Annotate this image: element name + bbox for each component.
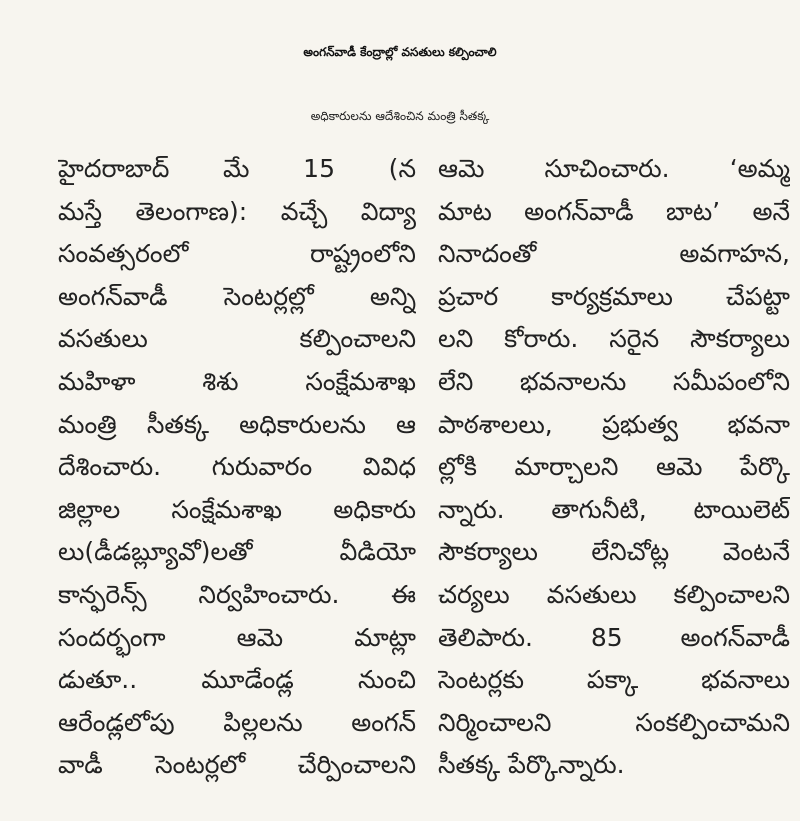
body-line: మస్తే తెలంగాణ): వచ్చే విద్యా xyxy=(58,196,416,226)
body-line: మంత్రి సీతక్క అధికారులను ఆ xyxy=(58,409,416,439)
left-column xyxy=(58,148,416,787)
body-line: లేని భవనాలను సమీపంలోని xyxy=(438,366,790,396)
body-line: డుతూ.. మూడేండ్ల నుంచి xyxy=(58,665,416,695)
body-line: సంవత్సరంలో రాష్ట్రంలోని xyxy=(58,239,416,269)
body-line: న్నారు. తాగునీటి, టాయిలెట్‌ xyxy=(438,494,790,524)
body-line: దేశించారు. గురువారం వివిధ xyxy=(58,452,416,482)
body-line: ప్రచార కార్యక్రమాలు చేపట్టా xyxy=(438,281,790,311)
body-line: పాఠశాలలు, ప్రభుత్వ భవనా xyxy=(438,409,790,439)
headline: అంగన్‌వాడీ కేంద్రాల్లో వసతులు కల్పించాలి xyxy=(303,45,497,59)
right-column xyxy=(438,148,790,787)
body-line: ఆరేండ్లలోపు పిల్లలను అంగన్‌ xyxy=(58,707,416,737)
body-line: హైదరాబాద్‌ మే 15 (న xyxy=(58,154,416,183)
body-line: నినాదంతో అవగాహన, xyxy=(438,239,790,269)
body-line: ల్లోకి మార్చాలని ఆమె పేర్కొ xyxy=(438,452,790,482)
body-line: సౌకర్యాలు లేనిచోట్ల వెంటనే xyxy=(438,537,790,567)
body-line: అంగన్‌వాడీ సెంటర్లల్లో అన్ని xyxy=(58,281,416,311)
body-line: చర్యలు వసతులు కల్పించాలని xyxy=(438,579,790,609)
body-line: సెంటర్లకు పక్కా భవనాలు xyxy=(438,665,790,695)
body-line: సందర్భంగా ఆమె మాట్లా xyxy=(58,622,416,652)
body-line: తెలిపారు. 85 అంగన్‌వాడీ xyxy=(438,622,790,652)
body-line: వాడీ సెంటర్లలో చేర్పించాలని xyxy=(58,750,416,780)
body-line: కాన్ఫరెన్స్‌ నిర్వహించారు. ఈ xyxy=(58,579,416,609)
body-line: నిర్మించాలని సంకల్పించామని xyxy=(438,707,790,737)
body-line: జిల్లాల సంక్షేమశాఖ అధికారు xyxy=(58,494,416,524)
body-line: లని కోరారు. సరైన సౌకర్యాలు xyxy=(438,324,790,354)
body-line: సీతక్క పేర్కొన్నారు. xyxy=(438,750,625,780)
body-line: మహిళా శిశు సంక్షేమశాఖ xyxy=(58,366,416,396)
body-line: ఆమె సూచించారు. ‘అమ్మ xyxy=(438,154,790,183)
body-line: లు(డీడబ్ల్యూవో)లతో వీడియో xyxy=(58,537,416,567)
subheadline: అధికారులను ఆదేశించిన మంత్రి సీతక్క xyxy=(310,109,490,123)
body-line: మాట అంగన్‌వాడీ బాట’ అనే xyxy=(438,196,790,226)
body-line: వసతులు కల్పించాలని xyxy=(58,324,416,354)
